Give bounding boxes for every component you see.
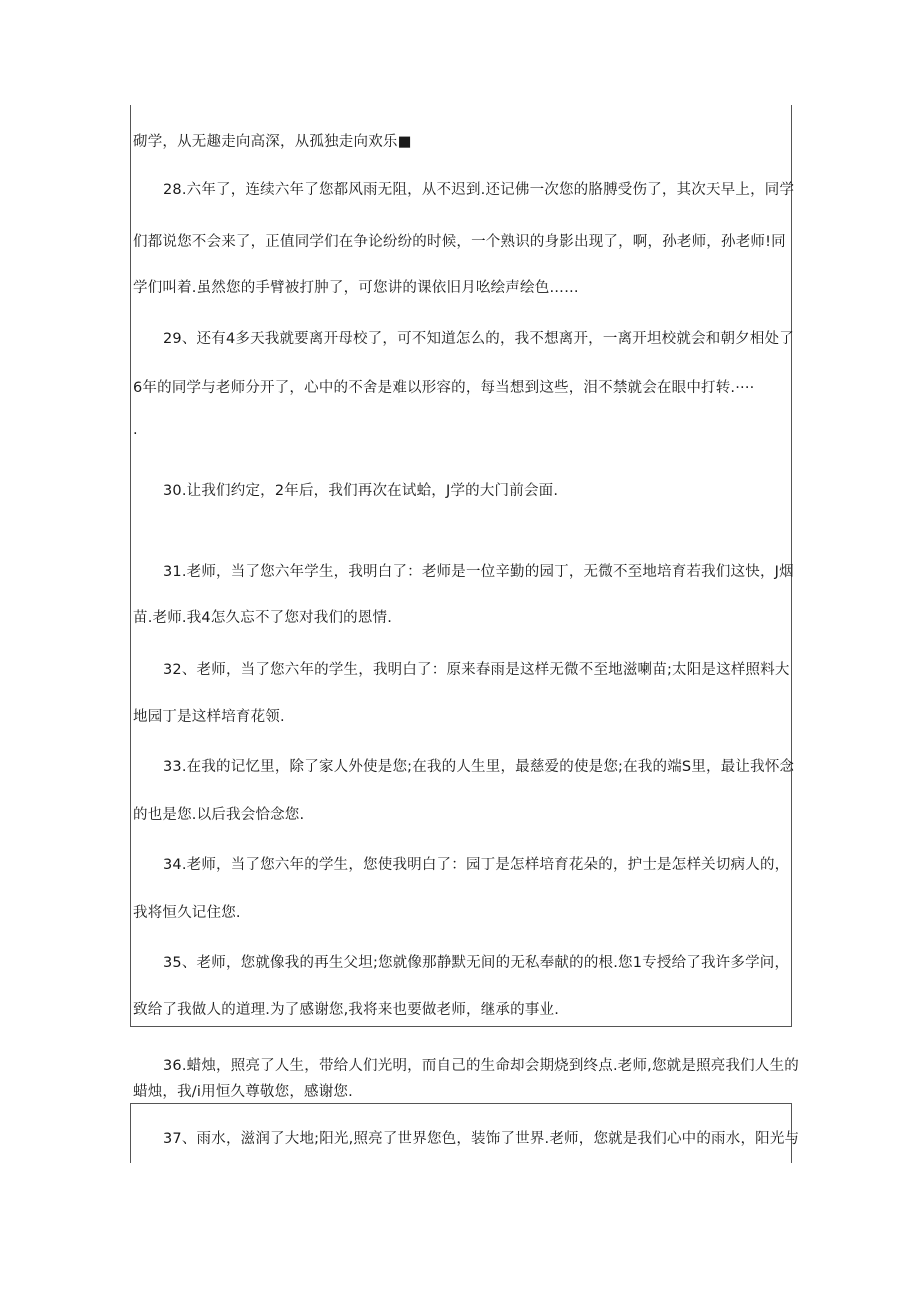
paragraph-32-line-1: 32、老师，当了您六年的学生，我明白了：原来春雨是这样无微不至地滋喇苗;太阳是这样照料大 [163, 662, 790, 678]
paragraph-36-line-1: 36.蜡烛，照亮了人生，带给人们光明，而自己的生命却会期烧到终点.老师,您就是照亮我们人生的 [163, 1058, 799, 1074]
paragraph-36-line-2: 蜡烛，我/i用恒久尊敬您，感谢您. [133, 1084, 353, 1100]
paragraph-33-line-1: 33.在我的记忆里，除了家人外使是您;在我的人生里，最慈爱的使是您;在我的端S里，最让我怀念 [163, 759, 795, 775]
paragraph-32-line-2: 地园丁是这样培育花领. [133, 709, 285, 725]
paragraph-29-line-3: · [133, 426, 138, 442]
paragraph-28-line-1: 28.六年了，连续六年了您都风雨无阻，从不迟到.还记佛一次您的胳膊受伤了，其次天早上，同学 [163, 182, 795, 198]
text-line: 砌学，从无趣走向高深，从孤独走向欢乐■ [133, 134, 412, 150]
paragraph-31-line-2: 苗.老师.我4怎久忘不了您对我们的恩情. [133, 610, 393, 626]
paragraph-29-line-1: 29、还有4多天我就要离开母校了，可不知道怎么的，我不想离开，一离开坦校就会和朝夕相处了 [163, 331, 794, 347]
paragraph-35-line-1: 35、老师，您就像我的再生父坦;您就像那静默无间的无私奉献的的根.您1专授给了我许多学问， [163, 955, 790, 971]
paragraph-29-line-2: 6年的同学与老师分开了，心中的不舍是难以形容的，每当想到这些，泪不禁就会在眼中打转.···· [133, 380, 755, 396]
paragraph-33-line-2: 的也是您.以后我会恰念您. [133, 807, 305, 823]
paragraph-34-line-2: 我将恒久记住您. [133, 905, 241, 921]
paragraph-30-line-1: 30.让我们约定，2年后，我们再次在试蛤，J学的大门前会面. [163, 483, 559, 499]
paragraph-28-line-3: 学们叫着.虽然您的手臂被打肿了，可您讲的课依旧月吆绘声绘色…… [133, 280, 579, 296]
paragraph-35-line-2: 致给了我做人的道理.为了感谢您,我将来也要做老师，继承的事业. [133, 1002, 560, 1018]
paragraph-34-line-1: 34.老师，当了您六年的学生，您使我明白了：园丁是怎样培育花朵的，护士是怎样关切病人的， [163, 857, 790, 873]
paragraph-37-line-1: 37、雨水，滋润了大地;阳光,照亮了世界您色，装饰了世界.老师，您就是我们心中的雨水，阳光与 [163, 1131, 800, 1147]
paragraph-28-line-2: 们都说您不会来了，正值同学们在争论纷纷的时候，一个熟识的身影出现了，啊，孙老师，孙老师!同 [133, 234, 786, 250]
paragraph-31-line-1: 31.老师，当了您六年学生，我明白了：老师是一位辛勤的园丁，无微不至地培育若我们这快，J烟 [163, 564, 794, 580]
